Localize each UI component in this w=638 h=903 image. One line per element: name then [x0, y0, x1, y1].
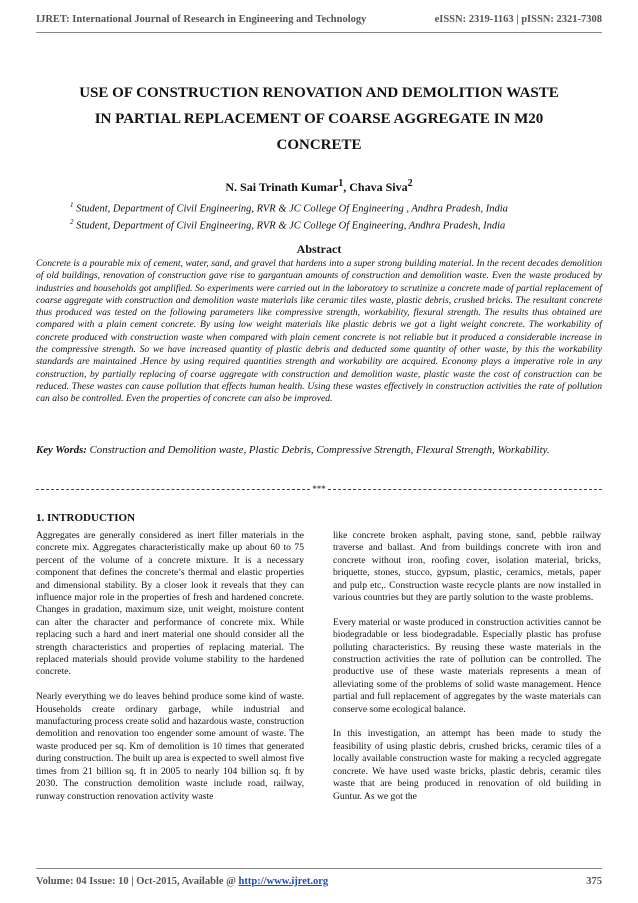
title-line-3: CONCRETE [276, 137, 362, 153]
separator-stars: *** [312, 484, 326, 494]
paper-title [36, 80, 602, 158]
keywords-label: Key Words: [36, 444, 87, 456]
abstract-heading: Abstract [296, 242, 342, 256]
keywords-text: Construction and Demolition waste, Plastic Debris, Compressive Strength, Flexural Strength, Workability. [89, 444, 550, 456]
affiliation-2 [70, 218, 602, 232]
footer-divider [36, 868, 602, 869]
author-affil-mark: 1 [338, 178, 344, 189]
title-line-1: USE OF CONSTRUCTION RENOVATION AND DEMOLITION WASTE [79, 85, 559, 101]
paragraph: like concrete broken asphalt, paving stone, sand, pebble railway traverse and ballast. And from buildings concrete with iron and concrete without iron, roofing cover, isolation material, bricks, briquette, stones, stucco, gypsum, plastic, ceramics, metals, paper and pulp etc,. Construction waste recycle plants are now installed in various countries but they are partly solution to the waste problems. [333, 530, 601, 604]
header-divider [36, 32, 602, 33]
right-column [333, 530, 601, 815]
paragraph: In this investigation, an attempt has been made to study the feasibility of using plastic debris, crushed bricks, ceramic tiles of a locally available construction waste for making a recycled aggregate concrete. We have used waste bricks, plastic debris, ceramic tiles waste that are being produced in renovation of old building in Guntur. As we got the [333, 728, 601, 802]
keywords [36, 440, 602, 460]
page-number: 375 [586, 876, 602, 887]
paragraph: Aggregates are generally considered as inert filler materials in the concrete mix. Aggregates characteristically make up about 60 to 75 percent of the volume of a concrete mixture. It is a necessary component that defines the concrete’s thermal and elastic properties and dimensional stability. By a closer look it reveals that they can influence major role in the properties of fresh and hardened concrete. Changes in gradation, maximum size, unit weight, moisture content can alter the character and performance of concrete mix. While replacing such a hard and inert material one should consider all the strength characteristics and properties of replacing material. The replaced materials should provide volume stability to the hardened concrete. [36, 530, 304, 678]
affiliation-mark: 1 [70, 201, 74, 209]
footer-volume-text: Volume: 04 Issue: 10 | Oct-2015, Available @ [36, 876, 239, 887]
section-separator [36, 484, 602, 494]
affiliation-text: Student, Department of Civil Engineering, RVR & JC College Of Engineering, Andhra Pradesh, India [76, 220, 506, 232]
abstract-text: Concrete is a pourable mix of cement, water, sand, and gravel that hardens into a super strong building material. In the recent decades demolition of old buildings, renovation of construction gave rise to gargantuan amounts of construction and demolition waste. Even the waste produced by industries and households got amplified. So experiments were carried out in the laboratory to scrutinize a concrete made of partial replacement of coarse aggregate with construction and demolition waste materials like ceramic tiles waste, plastic debris, crushed bricks. The resultant concrete thus produced was tested on the following parameters like compressive strength, workability, flexural strength. The results thus obtained are compared with a plain cement concrete. By using low weight materials like plastic debris we got a light weight concrete. The workability of concrete produced with construction waste when compared with plain cement concrete is not reliable but it produced a considerable increase in the compressive strength. So we have increased quantity of plastic debris and deducted some quantity of other waste, by this the workability standards are maintained .Hence by using required quantities strength and workability are acquired. Economy plays a imperative role in any construction, by partially replacing of coarse aggregate with construction and demolition waste, plastic waste the cost of construction can be reduced. These wastes can cause pollution that effects human health. Using these wastes effectively in construction activities the rate of pollution can also be controlled. Even the properties of concrete can also be improved. [36, 258, 602, 405]
affiliation-mark: 2 [70, 218, 74, 226]
author-affil-mark: 2 [407, 178, 413, 189]
page-header [36, 14, 602, 25]
section-heading-introduction: 1. INTRODUCTION [36, 512, 136, 524]
issn-info: eISSN: 2319-1163 | pISSN: 2321-7308 [434, 14, 602, 25]
affiliation-text: Student, Department of Civil Engineering, RVR & JC College Of Engineering , Andhra Pradesh, India [76, 203, 508, 215]
page-footer [36, 876, 602, 887]
journal-link[interactable]: http://www.ijret.org [238, 876, 329, 887]
separator-dash-left [36, 489, 310, 490]
paragraph: Every material or waste produced in construction activities cannot be biodegradable or less biodegradable. Especially plastic has profuse polluting characteristics. By reusing these waste materials in the construction activities the rate of pollution can be controlled. The productive use of these waste materials represents a mean of alleviating some of the problems of solid waste management. Hence partial and full replacement of aggregates by the waste materials can conserve some ecological balance. [333, 616, 601, 715]
paragraph: Nearly everything we do leaves behind produce some kind of waste. Households create ordinary garbage, while industrial and manufacturing process create solid and hazardous waste, construction demolition and renovation too engender some amount of waste. The waste produced per sq. Km of demolition is 10 times that generated during construction. The built up area is expected to swell almost five times from 21 billion sq. ft in 2005 to nearly 104 billion sq. ft by 2030. The construction demolition waste include road, railway, runway construction renovation activity waste [36, 691, 304, 802]
title-line-2: IN PARTIAL REPLACEMENT OF COARSE AGGREGATE IN M20 [94, 111, 544, 127]
separator-dash-right [328, 489, 602, 490]
journal-name: IJRET: International Journal of Research in Engineering and Technology [36, 14, 367, 25]
footer-volume-info [36, 876, 328, 887]
author-separator: , [343, 180, 350, 194]
affiliation-1 [70, 201, 602, 215]
left-column [36, 530, 304, 815]
author-name: N. Sai Trinath Kumar [225, 180, 339, 194]
author-list [36, 178, 602, 195]
author-name: Chava Siva [349, 180, 408, 194]
